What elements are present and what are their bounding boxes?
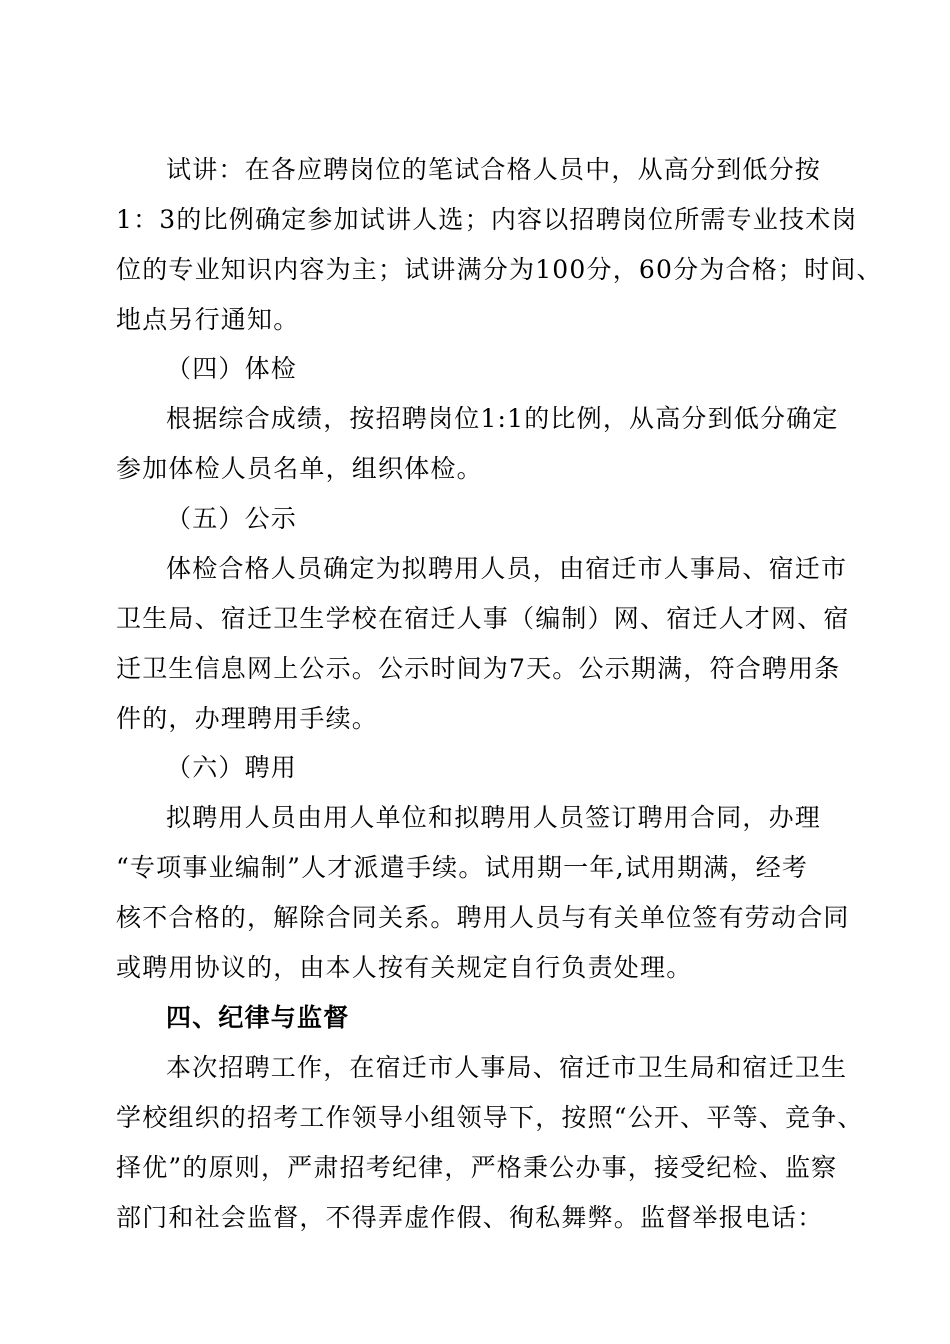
section-heading-discipline-supervision: 四、纪律与监督 <box>166 1003 350 1032</box>
subsection-heading-employment: （六）聘用 <box>166 753 298 782</box>
paragraph-line: 核不合格的，解除合同关系。聘用人员与有关单位签有劳动合同 <box>116 903 850 932</box>
paragraph-line: 件的，办理聘用手续。 <box>116 704 379 733</box>
subsection-heading-public-notice: （五）公示 <box>166 504 298 533</box>
paragraph-line: “专项事业编制”人才派遣手续。试用期一年,试用期满，经考 <box>116 853 809 882</box>
paragraph-line: 拟聘用人员由用人单位和拟聘用人员签订聘用合同，办理 <box>166 803 822 832</box>
paragraph-line: 择优”的原则，严肃招考纪律，严格秉公办事，接受纪检、监察 <box>116 1153 838 1182</box>
paragraph-line: 迁卫生信息网上公示。公示时间为7天。公示期满，符合聘用条 <box>116 654 841 683</box>
paragraph-line: 试讲：在各应聘岗位的笔试合格人员中，从高分到低分按 <box>166 155 822 184</box>
paragraph-line: 参加体检人员名单，组织体检。 <box>116 454 483 483</box>
paragraph-line: 地点另行通知。 <box>116 305 300 334</box>
paragraph-line: 部门和社会监督，不得弄虚作假、徇私舞弊。监督举报电话： <box>116 1203 824 1232</box>
paragraph-line: 或聘用协议的，由本人按有关规定自行负责处理。 <box>116 953 693 982</box>
paragraph-line: 位的专业知识内容为主；试讲满分为100分，60分为合格；时间、 <box>116 255 883 284</box>
paragraph-line: 1：3的比例确定参加试讲人选；内容以招聘岗位所需专业技术岗 <box>116 205 858 234</box>
paragraph-line: 学校组织的招考工作领导小组领导下，按照“公开、平等、竞争、 <box>116 1103 864 1132</box>
subsection-heading-physical-exam: （四）体检 <box>166 354 298 383</box>
paragraph-line: 卫生局、宿迁卫生学校在宿迁人事（编制）网、宿迁人才网、宿 <box>116 604 850 633</box>
paragraph-line: 体检合格人员确定为拟聘用人员，由宿迁市人事局、宿迁市 <box>166 554 848 583</box>
paragraph-line: 根据综合成绩，按招聘岗位1:1的比例，从高分到低分确定 <box>166 404 839 433</box>
paragraph-line: 本次招聘工作，在宿迁市人事局、宿迁市卫生局和宿迁卫生 <box>166 1053 848 1082</box>
